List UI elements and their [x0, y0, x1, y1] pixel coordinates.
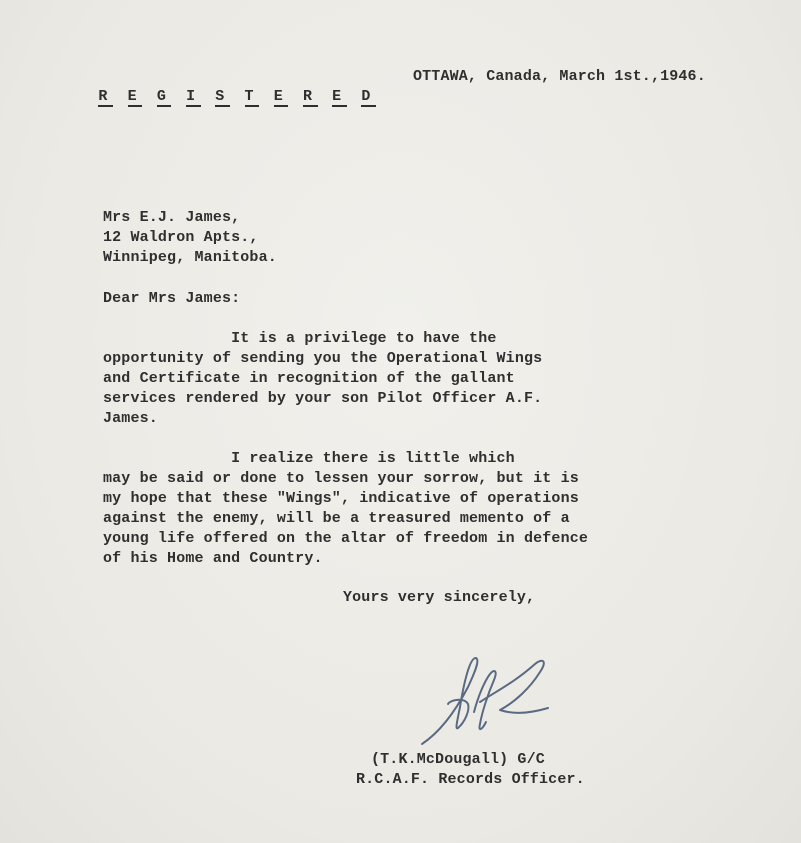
paragraph-1-line-4: services rendered by your son Pilot Officer A.F. — [103, 390, 543, 407]
paragraph-2-line-1: I realize there is little which — [103, 450, 515, 467]
signature-icon — [420, 652, 560, 752]
signatory-name: (T.K.McDougall) G/C — [371, 751, 545, 768]
paragraph-1-line-2: opportunity of sending you the Operational Wings — [103, 350, 543, 367]
address-line-2: 12 Waldron Apts., — [103, 229, 259, 246]
address-line-3: Winnipeg, Manitoba. — [103, 249, 277, 266]
signatory-title: R.C.A.F. Records Officer. — [356, 771, 585, 788]
paragraph-2-line-5: young life offered on the altar of freedom in defence — [103, 530, 589, 547]
address-line-1: Mrs E.J. James, — [103, 209, 241, 226]
paragraph-2-line-3: my hope that these "Wings", indicative of operations — [103, 490, 579, 507]
paragraph-2-line-6: of his Home and Country. — [103, 550, 323, 567]
salutation: Dear Mrs James: — [103, 290, 241, 307]
dateline: OTTAWA, Canada, March 1st.,1946. — [413, 68, 706, 85]
closing: Yours very sincerely, — [343, 589, 536, 606]
paragraph-1-line-3: and Certificate in recognition of the gallant — [103, 370, 515, 387]
paragraph-1-line-5: James. — [103, 410, 158, 427]
paragraph-2-line-4: against the enemy, will be a treasured memento of a — [103, 510, 570, 527]
paragraph-1-line-1: It is a privilege to have the — [103, 330, 497, 347]
registered-heading: R E G I S T E R E D — [98, 88, 376, 105]
paragraph-2-line-2: may be said or done to lessen your sorrow, but it is — [103, 470, 579, 487]
